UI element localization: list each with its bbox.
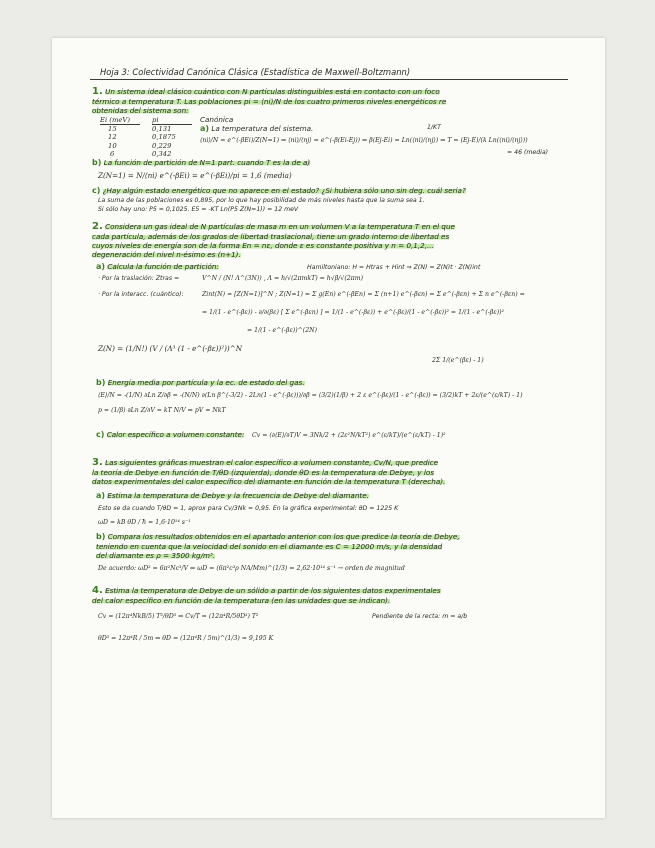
population-value: 0,131 <box>152 125 172 134</box>
energy-value: 12 <box>108 133 117 142</box>
part-2c <box>96 430 244 439</box>
population-value: 0,1875 <box>152 133 176 142</box>
problem-4-equation-2: θD³ = 12π⁴R / 5m ⇒ θD = (12π⁴R / 5m)^(1/3) = 9,195 K <box>98 635 274 642</box>
part-2a <box>96 262 219 271</box>
problem-2-intro-1 <box>92 222 455 231</box>
part-1b <box>92 158 310 167</box>
total-partition-function: Z(N) = (1/N!) (V / (Λ³ (1 - e^(-βε))²))^N <box>98 344 242 353</box>
side-note: 2Σ 1/(e^(βε) - 1) <box>432 357 484 364</box>
population-header: pi <box>152 116 192 125</box>
part-2b <box>96 378 305 387</box>
part-2b-equation-1: ⟨E⟩/N = -(1/N) ∂Ln Z/∂β = -(N/N) ∂(Ln β^(-3/2) - 2Ln(1 - e^(-βε)))/∂β = (3/2)(1/β) + 2 ε e^(-βε)/(1 - e^(-βε)) = (3/2)kT + 2ε/(e^(ε/kT) - 1) <box>98 392 523 399</box>
problem-3-intro-2: la teoría de Debye en función de T/θD (izquierda), donde θD es la temperatura de Debye, y los <box>92 468 434 477</box>
problem-4-intro-1 <box>92 586 441 595</box>
problem-1-intro-3: obtenidas del sistema son: <box>92 106 189 115</box>
problem-2-intro-4: degeneración del nivel n-ésimo es (n+1). <box>92 250 241 259</box>
problem-1-intro-1 <box>92 87 440 96</box>
problem-1-intro-2: térmico a temperatura T. Las poblaciones pi = ⟨ni⟩/N de los cuatro primeros niveles energéticos re <box>92 97 447 106</box>
part-2c-text: Calor específico a volumen constante: <box>106 430 245 439</box>
problem-4-slope: Pendiente de la recta: m = a/b <box>372 613 468 620</box>
part-1c-text-3: Si sólo hay uno: P5 = 0,1025. E5 = -KT Ln(P5 Z(N=1)) = 12 meV <box>98 206 299 213</box>
part-3b-label: b) <box>96 532 106 541</box>
part-1c <box>92 186 466 195</box>
part-2b-equation-2: p = (1/β) ∂Ln Z/∂V = kT N/V ⇒ pV = NkT <box>98 407 226 414</box>
part-1b-equation: Z(N=1) = N/⟨ni⟩ e^(-βEi) = e^(-βEi)/pi = 1,6 (media) <box>98 171 292 180</box>
part-1a-label: a) <box>200 124 210 133</box>
part-3a-equation-2: ωD = kB θD / ħ = 1,6·10¹⁴ s⁻¹ <box>98 519 191 526</box>
page-title: Hoja 3: Colectividad Canónica Clásica (Estadística de Maxwell-Boltzmann) <box>100 67 411 77</box>
problem-4-text-1: Estima la temperatura de Debye de un sólido a partir de los siguientes datos experimentales <box>105 586 441 595</box>
problem-3-intro-1 <box>92 458 438 467</box>
part-3a-label: a) <box>96 491 106 500</box>
problem-4-equation-1: Cv = (12π⁴NkB/5) T³/θD³ ⇒ Cv/T = (12π⁴R/5θD³) T² <box>98 613 259 620</box>
part-1c-text-1: ¿Hay algún estado energético que no aparece en el estado? ¿Si hubiera sólo uno sin deg. cuál sería? <box>102 186 466 195</box>
part-3b-equation: De acuerdo: ωD³ = 6π²Nc³/V ⇒ ωD = (6π²c³ρ NA/Mm)^(1/3) = 2,62·10¹⁴ s⁻¹ → orden de magnitud <box>98 565 405 572</box>
problem-2-text-1: Considera un gas ideal de N partículas de masa m en un volumen V a la temperatura T en el que <box>105 222 455 231</box>
part-3b-text-1: Compara los resultados obtenidos en el apartado anterior con los que predice la teoría de Debye, <box>107 532 460 541</box>
part-1b-label: b) <box>92 158 102 167</box>
energy-value: 15 <box>108 125 117 134</box>
hamiltonian-line: Hamiltoniano: H = Htras + Hint ⇒ Z(N) = Z(N)t · Z(N)int <box>307 264 481 271</box>
energy-value: 6 <box>110 149 115 158</box>
problem-1-number: 1. <box>92 86 103 97</box>
part-3a-equation-1: Esto se da cuando T/θD = 1, aprox para Cv/3Nk = 0,95. En la gráfica experimental: θD ≈ 1225 K <box>98 505 399 512</box>
problem-3-intro-3: datos experimentales del calor específico del diamante en función de la temperatura T (derecha). <box>92 477 446 486</box>
problem-4-intro-2: del calor específico en función de la temperatura (en las unidades que se indican). <box>92 596 391 605</box>
part-1a-result: ≈ 46 (media) <box>507 149 549 156</box>
part-2b-label: b) <box>96 378 106 387</box>
part-3a <box>96 491 369 500</box>
part-1c-text-2: La suma de las poblaciones es 0,895, por lo que hay posibilidad de más niveles hasta que la suma sea 1. <box>98 197 425 204</box>
problem-3-number: 3. <box>92 457 103 468</box>
problem-2-number: 2. <box>92 221 103 232</box>
internal-label: · Por la interacc. (cuántico): <box>98 291 184 298</box>
part-2a-text: Calcula la función de partición: <box>107 262 219 271</box>
translation-equation: V^N / (N! Λ^(3N)) , Λ = h/√(2πmkT) = h√β/√(2πm) <box>202 275 364 282</box>
part-1b-text: La función de partición de N=1 part. cuando T es la de a) <box>103 158 311 167</box>
population-column <box>152 116 192 158</box>
energy-header: Ei (meV) <box>100 116 140 125</box>
kt-note: 1/KT <box>427 124 441 131</box>
problem-4-number: 4. <box>92 585 103 596</box>
internal-equation-3: = 1/(1 - e^(-βε))^(2N) <box>247 327 317 334</box>
problem-1-text-1: Un sistema ideal clásico cuántico con N partículas distinguibles está en contacto con un foco <box>105 87 440 96</box>
population-value: 0,342 <box>152 149 172 158</box>
energy-column <box>100 116 140 158</box>
part-1a <box>200 124 313 133</box>
part-1c-label: c) <box>92 186 101 195</box>
part-3b-text-3: del diamante es ρ = 3500 kg/m³. <box>96 551 216 560</box>
part-2b-text: Energía media por partícula y la ec. de estado del gas. <box>107 378 305 387</box>
problem-2-intro-2: cada partícula, además de los grados de libertad traslacional, tiene un grado interno de libertad es <box>92 232 450 241</box>
problem-3-text-1: Las siguientes gráficas muestran el calor específico a volumen constante, Cv/N, que predice <box>105 458 439 467</box>
translation-label: · Por la traslación: Ztras = <box>98 275 180 282</box>
energy-value: 10 <box>108 141 117 150</box>
problem-2-intro-3: cuyos niveles de energía son de la forma En = nε, donde ε es constante positiva y n = 0,1,2,... <box>92 241 434 250</box>
part-3b <box>96 532 460 541</box>
internal-equation-1: Zint(N) = [Z(N=1)]^N ; Z(N=1) = Σ g(En) e^(-βEn) = Σ (n+1) e^(-βεn) = Σ e^(-βεn) + Σ n e^(-βεn) = <box>202 291 525 298</box>
part-3a-text: Estima la temperatura de Debye y la frecuencia de Debye del diamante. <box>107 491 369 500</box>
part-1a-equation: ⟨ni⟩/N = e^(-βEi)/Z(N=1) ⇒ ⟨ni⟩/⟨nj⟩ = e^(-β(Ei-Ej)) ⇒ β(Ej-Ei) = Ln(⟨ni⟩/⟨nj⟩) ⇒ T = (Ej-E)/(k Ln(⟨ni⟩/⟨nj⟩)) <box>200 137 528 144</box>
part-3b-text-2: teniendo en cuenta que la velocidad del sonido en el diamante es C = 12000 m/s, y la densidad <box>96 542 443 551</box>
population-value: 0,229 <box>152 141 172 150</box>
notes-page <box>52 38 605 818</box>
part-2c-equation: Cv = (∂⟨E⟩/∂T)V = 3Nk/2 + (2ε²N/kT²) e^(ε/kT)/(e^(ε/kT) - 1)² <box>252 432 446 439</box>
part-2c-label: c) <box>96 430 105 439</box>
part-1a-text: La temperatura del sistema. <box>211 124 314 133</box>
part-2a-label: a) <box>96 262 106 271</box>
internal-equation-2: = 1/(1 - e^(-βε)) - ∂/∂(βε) [ Σ e^(-βεn) ] = 1/(1 - e^(-βε)) + e^(-βε)/(1 - e^(-βε))² = 1/(1 - e^(-βε))² <box>202 309 505 316</box>
canonical-label: Canónica <box>200 115 234 124</box>
